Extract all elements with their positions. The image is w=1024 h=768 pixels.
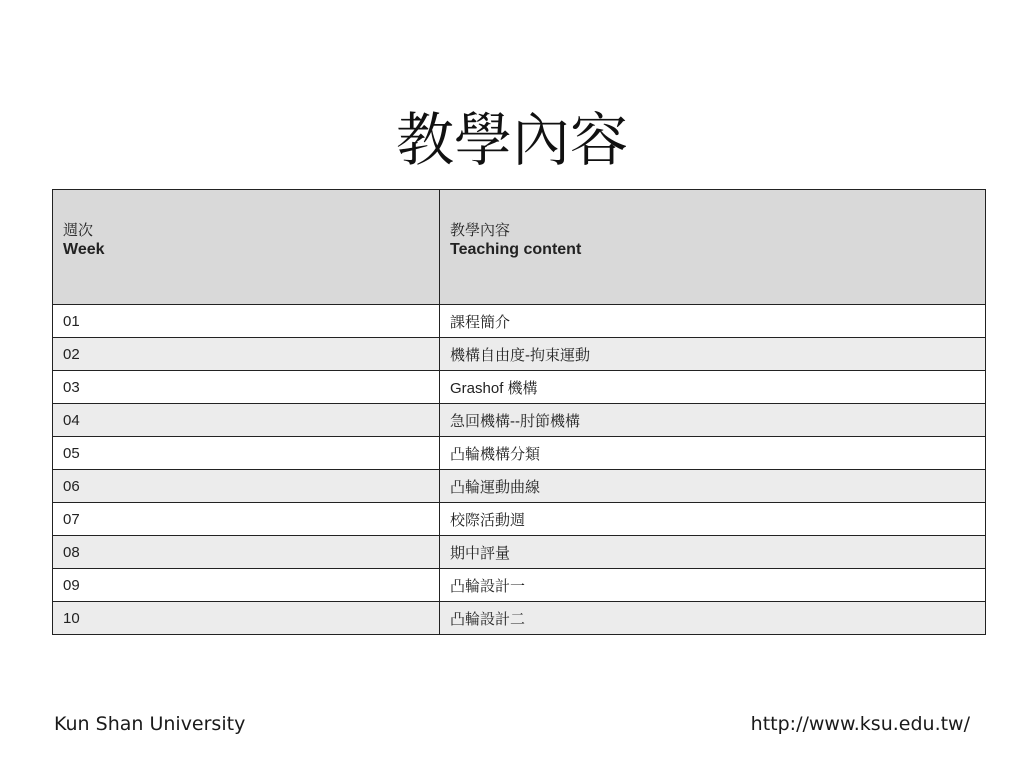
footer-university-name: Kun Shan University (54, 713, 246, 735)
table-header-row (53, 190, 986, 305)
content-cell: 急回機構--肘節機構 (440, 404, 986, 437)
week-cell: 04 (53, 404, 440, 437)
content-cell: 期中評量 (440, 536, 986, 569)
content-cell: 凸輪運動曲線 (440, 470, 986, 503)
table-row (53, 305, 986, 338)
week-cell: 05 (53, 437, 440, 470)
table-row (53, 437, 986, 470)
content-cell: Grashof 機構 (440, 371, 986, 404)
content-cell: 校際活動週 (440, 503, 986, 536)
week-cell: 10 (53, 602, 440, 635)
content-cell: 凸輪設計一 (440, 569, 986, 602)
table-row (53, 569, 986, 602)
slide-title: 教學內容 (395, 106, 628, 174)
table-row (53, 404, 986, 437)
content-cell: 課程簡介 (440, 305, 986, 338)
content-cell: 凸輪機構分類 (440, 437, 986, 470)
table-row (53, 536, 986, 569)
table-row (53, 338, 986, 371)
footer-website-url: http://www.ksu.edu.tw/ (750, 713, 970, 735)
week-cell: 08 (53, 536, 440, 569)
week-header-en: Week (63, 241, 105, 258)
table-row (53, 503, 986, 536)
content-cell: 凸輪設計二 (440, 602, 986, 635)
content-header-en: Teaching content (450, 241, 582, 258)
content-column-header (440, 190, 986, 305)
week-cell: 01 (53, 305, 440, 338)
teaching-schedule-table (52, 189, 986, 635)
week-cell: 03 (53, 371, 440, 404)
week-cell: 07 (53, 503, 440, 536)
week-header-zh: 週次 (63, 221, 94, 239)
content-cell: 機構自由度-拘束運動 (440, 338, 986, 371)
week-cell: 02 (53, 338, 440, 371)
content-header-zh: 教學內容 (450, 221, 511, 239)
week-column-header (53, 190, 440, 305)
week-cell: 09 (53, 569, 440, 602)
table-row (53, 371, 986, 404)
table-row (53, 470, 986, 503)
week-cell: 06 (53, 470, 440, 503)
table-row (53, 602, 986, 635)
